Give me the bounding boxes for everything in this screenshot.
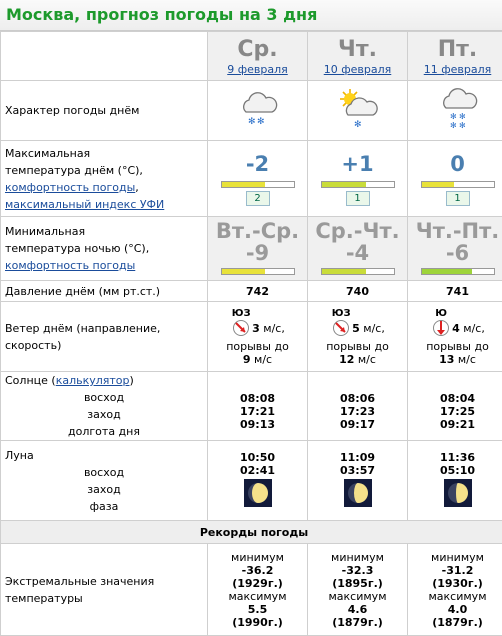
sunset-time: 17:25 [409, 405, 502, 418]
moonrise-time: 11:09 [309, 451, 406, 464]
max-temp-label-cell [1, 141, 208, 217]
moon-phase-icon [244, 479, 272, 507]
cloud-snow-heavy-icon [438, 86, 478, 132]
wind-direction: ЮЗ [330, 308, 352, 319]
min-temp-label: Минимальная [5, 223, 203, 240]
svg-text:✻: ✻ [450, 112, 457, 121]
moon-label: Луна [5, 447, 203, 464]
page-title: Москва, прогноз погоды на 3 дня [0, 0, 502, 31]
moon-label-cell [1, 441, 208, 521]
comfort-bar [221, 181, 295, 188]
min-temp-cell-1 [308, 217, 408, 281]
moonset-label: заход [5, 481, 203, 498]
day-abbr: Ср. [209, 37, 306, 63]
record-min-value: -36.2 [209, 564, 306, 577]
pressure-label: Давление днём (мм рт.ст.) [1, 281, 208, 302]
max-temp-value: -2 [209, 151, 306, 177]
day-date-link[interactable]: 11 февраля [424, 63, 492, 76]
day-date-link[interactable]: 9 февраля [227, 63, 288, 76]
wind-unit: м/с, [363, 322, 385, 335]
gust-label: порывы до [309, 340, 406, 353]
max-temp-label-2: температура днём (°С), [5, 162, 203, 179]
record-min-year: (1930г.) [409, 577, 502, 590]
wind-speed: 5 [352, 322, 360, 335]
wind-unit: м/с, [463, 322, 485, 335]
records-cell-0 [208, 544, 308, 636]
comfort-bar-fill [222, 269, 265, 274]
header-empty-cell [1, 32, 208, 81]
comfort-bar-fill [322, 182, 367, 187]
daylength-value: 09:17 [309, 418, 406, 431]
minimum-label: минимум [209, 551, 306, 564]
svg-text:✻: ✻ [257, 117, 265, 127]
weather-icon-cell-1 [308, 81, 408, 141]
svg-text:✻: ✻ [354, 120, 362, 130]
moonset-time: 02:41 [209, 464, 306, 477]
night-label: Чт.-Пт. [409, 220, 502, 242]
svg-text:✻: ✻ [248, 117, 256, 127]
gust-value: 9 [243, 353, 251, 366]
svg-text:✻: ✻ [459, 112, 466, 121]
comfort-bar [421, 268, 495, 275]
records-header: Рекорды погоды [1, 521, 502, 544]
day-header-0 [208, 32, 308, 81]
pressure-value: 742 [208, 281, 308, 302]
sun-cell-2 [408, 372, 502, 441]
maximum-label: максимум [409, 590, 502, 603]
svg-text:✻: ✻ [459, 121, 466, 130]
max-temp-cell-1 [308, 141, 408, 217]
min-temp-cell-2 [408, 217, 502, 281]
comfort-link-night[interactable]: комфортность погоды [5, 259, 135, 272]
maximum-label: максимум [309, 590, 406, 603]
min-temp-label-2: температура ночью (°С), [5, 240, 203, 257]
record-min-value: -32.3 [309, 564, 406, 577]
uv-badge: 2 [246, 191, 270, 206]
record-max-year: (1879г.) [309, 616, 406, 629]
moon-phase-icon [444, 479, 472, 507]
comfort-bar [321, 181, 395, 188]
sunrise-time: 08:04 [409, 392, 502, 405]
record-min-value: -31.2 [409, 564, 502, 577]
records-cell-1 [308, 544, 408, 636]
wind-direction: Ю [430, 308, 452, 319]
moon-cell-0 [208, 441, 308, 521]
comfort-bar-fill [422, 269, 472, 274]
comfort-bar-fill [222, 182, 265, 187]
record-max-value: 5.5 [209, 603, 306, 616]
wind-cell-2 [408, 302, 502, 372]
wind-cell-0 [208, 302, 308, 372]
record-max-year: (1990г.) [209, 616, 306, 629]
uv-badge: 1 [346, 191, 370, 206]
record-max-year: (1879г.) [409, 616, 502, 629]
wind-label: Ветер днём (направление, скорость) [1, 302, 208, 372]
minimum-label: минимум [309, 551, 406, 564]
gust-unit: м/с [358, 353, 376, 366]
gust-label: порывы до [209, 340, 306, 353]
comfort-link[interactable]: комфортность погоды [5, 181, 135, 194]
max-temp-label: Максимальная [5, 145, 203, 162]
moon-cell-2 [408, 441, 502, 521]
sun-close: ) [130, 374, 134, 387]
uv-index-link[interactable]: максимальный индекс УФИ [5, 198, 164, 211]
sun-cloud-snow-icon [336, 87, 380, 131]
wind-arrow-icon [332, 319, 350, 337]
min-temp-cell-0 [208, 217, 308, 281]
wind-speed: 4 [452, 322, 460, 335]
cloud-snow-icon [238, 88, 278, 130]
wind-cell-1 [308, 302, 408, 372]
sun-label-cell [1, 372, 208, 441]
sun-label: Солнце ( [5, 374, 56, 387]
day-date-link[interactable]: 10 февраля [324, 63, 392, 76]
phase-label: фаза [5, 498, 203, 515]
comfort-bar-fill [422, 182, 454, 187]
wind-unit: м/с, [263, 322, 285, 335]
max-temp-value: 0 [409, 151, 502, 177]
comfort-bar-fill [322, 269, 367, 274]
sunrise-label: восход [5, 389, 203, 406]
moonrise-time: 11:36 [409, 451, 502, 464]
min-temp-value: -6 [409, 242, 502, 264]
sunset-time: 17:21 [209, 405, 306, 418]
moon-cell-1 [308, 441, 408, 521]
daylength-value: 09:13 [209, 418, 306, 431]
record-max-value: 4.6 [309, 603, 406, 616]
weather-icon-cell-2 [408, 81, 502, 141]
daylength-value: 09:21 [409, 418, 502, 431]
comma: , [135, 181, 139, 194]
uv-badge: 1 [446, 191, 470, 206]
comfort-bar [221, 268, 295, 275]
calculator-link[interactable]: калькулятор [56, 374, 130, 387]
maximum-label: максимум [209, 590, 306, 603]
record-min-year: (1929г.) [209, 577, 306, 590]
wind-speed: 3 [252, 322, 260, 335]
wind-arrow-icon [432, 319, 450, 337]
minimum-label: минимум [409, 551, 502, 564]
record-max-value: 4.0 [409, 603, 502, 616]
day-abbr: Пт. [409, 37, 502, 63]
min-temp-label-cell [1, 217, 208, 281]
wind-arrow-icon [232, 319, 250, 337]
gust-value: 12 [339, 353, 354, 366]
sunrise-time: 08:06 [309, 392, 406, 405]
record-min-year: (1895г.) [309, 577, 406, 590]
gust-unit: м/с [254, 353, 272, 366]
sun-cell-1 [308, 372, 408, 441]
moonrise-time: 10:50 [209, 451, 306, 464]
max-temp-cell-0 [208, 141, 308, 217]
svg-text:✻: ✻ [450, 121, 457, 130]
sunset-label: заход [5, 406, 203, 423]
gust-value: 13 [439, 353, 454, 366]
sunset-time: 17:23 [309, 405, 406, 418]
day-header-1 [308, 32, 408, 81]
weather-icon-cell-0 [208, 81, 308, 141]
comfort-bar [421, 181, 495, 188]
moon-phase-icon [344, 479, 372, 507]
moonset-time: 03:57 [309, 464, 406, 477]
pressure-value: 741 [408, 281, 502, 302]
day-abbr: Чт. [309, 37, 406, 63]
character-label: Характер погоды днём [1, 81, 208, 141]
moonrise-label: восход [5, 464, 203, 481]
gust-unit: м/с [458, 353, 476, 366]
gust-label: порывы до [409, 340, 502, 353]
max-temp-value: +1 [309, 151, 406, 177]
night-label: Ср.-Чт. [309, 220, 406, 242]
records-cell-2 [408, 544, 502, 636]
sunrise-time: 08:08 [209, 392, 306, 405]
daylength-label: долгота дня [5, 423, 203, 440]
min-temp-value: -9 [209, 242, 306, 264]
min-temp-value: -4 [309, 242, 406, 264]
day-header-2 [408, 32, 502, 81]
sun-cell-0 [208, 372, 308, 441]
extremes-label: Экстремальные значения температуры [1, 544, 208, 636]
wind-direction: ЮЗ [230, 308, 252, 319]
moonset-time: 05:10 [409, 464, 502, 477]
night-label: Вт.-Ср. [209, 220, 306, 242]
pressure-value: 740 [308, 281, 408, 302]
forecast-table [0, 31, 502, 636]
comfort-bar [321, 268, 395, 275]
max-temp-cell-2 [408, 141, 502, 217]
